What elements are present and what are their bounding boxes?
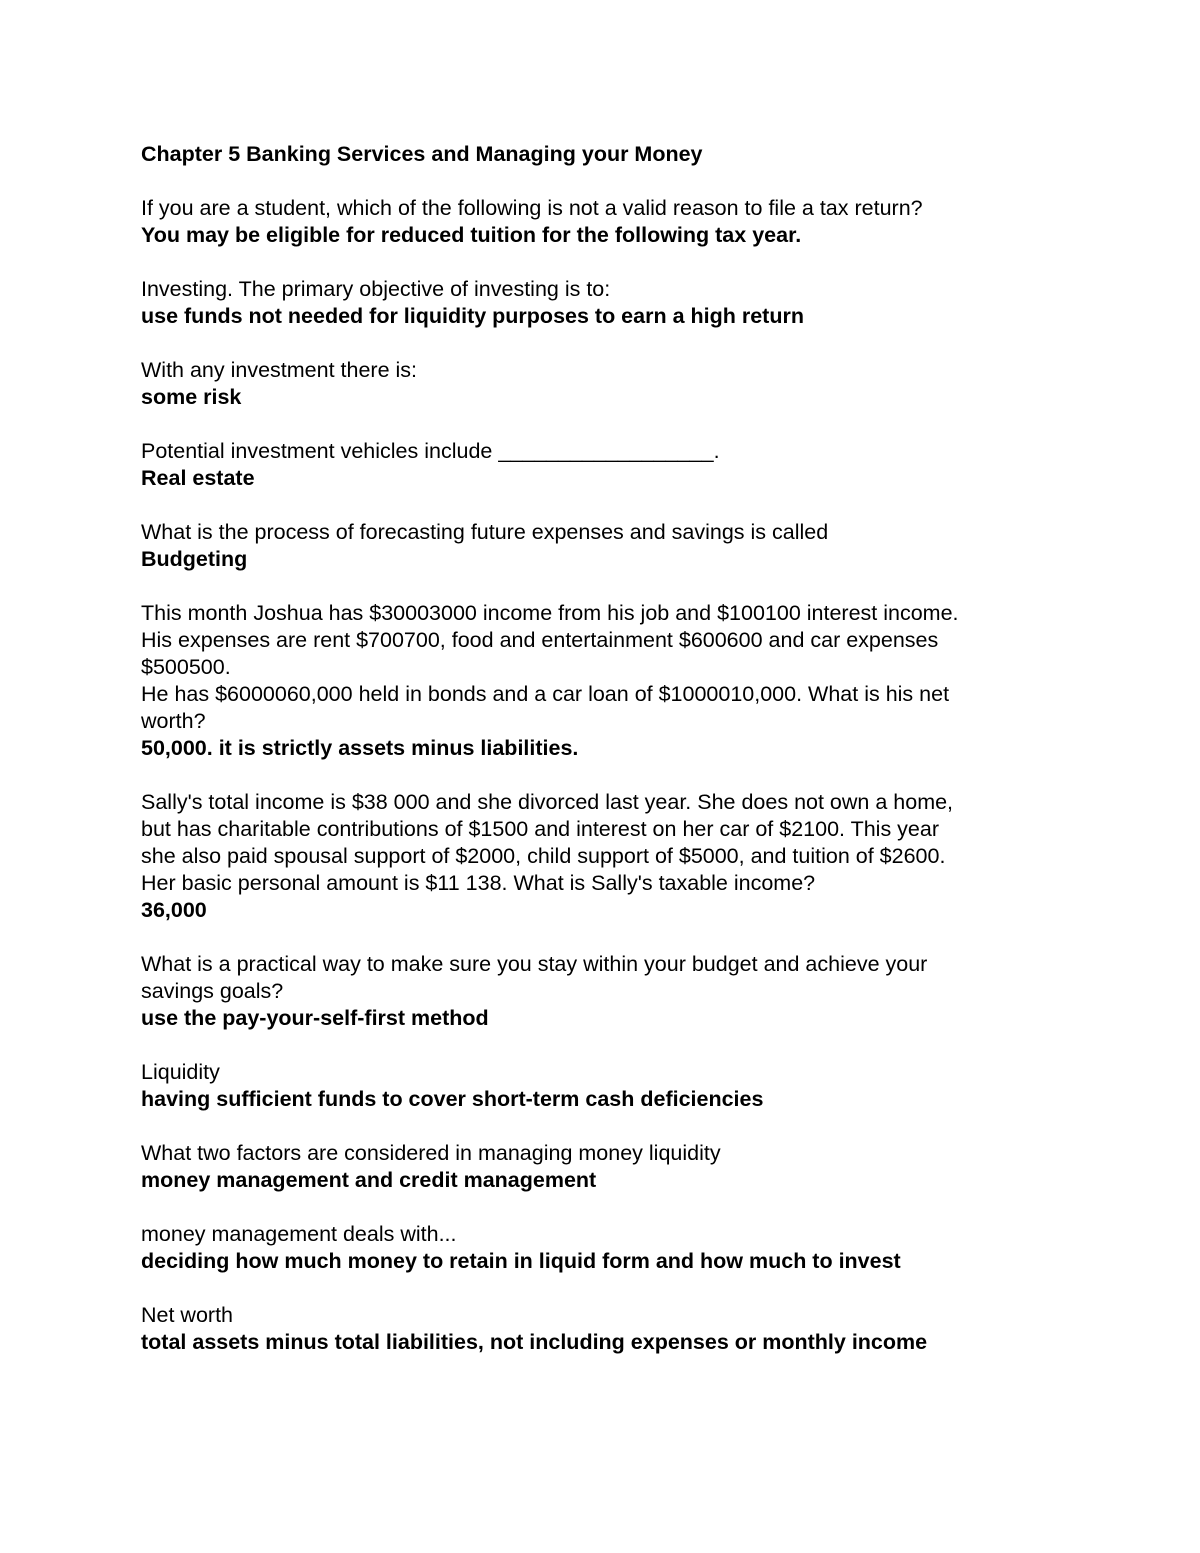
question-line: His expenses are rent $700700, food and entertainment $600600 and car expenses	[141, 628, 939, 652]
question	[141, 1302, 1041, 1329]
question-line: This month Joshua has $30003000 income from his job and $100100 interest income.	[141, 601, 959, 625]
document-content	[141, 141, 1041, 1356]
answer-line: Real estate	[141, 466, 255, 490]
answer	[141, 1005, 1041, 1032]
document-title: Chapter 5 Banking Services and Managing your Money	[141, 142, 703, 166]
qa-item	[141, 438, 1041, 492]
qa-item	[141, 789, 1041, 924]
question-line: Her basic personal amount is $11 138. What is Sally's taxable income?	[141, 871, 816, 895]
answer	[141, 384, 1041, 411]
qa-item	[141, 195, 1041, 249]
answer	[141, 465, 1041, 492]
qa-item	[141, 1059, 1041, 1113]
answer-line: 36,000	[141, 898, 207, 922]
qa-item	[141, 600, 1041, 762]
answer-line: some risk	[141, 385, 242, 409]
answer	[141, 1167, 1041, 1194]
answer	[141, 303, 1041, 330]
question-line: but has charitable contributions of $1500 and interest on her car of $2100. This year	[141, 817, 939, 841]
question-line: What is the process of forecasting future expenses and savings is called	[141, 520, 829, 544]
qa-item	[141, 951, 1041, 1032]
question	[141, 195, 1041, 222]
question	[141, 438, 1041, 465]
answer-line: money management and credit management	[141, 1168, 597, 1192]
qa-item	[141, 276, 1041, 330]
answer-line: total assets minus total liabilities, not including expenses or monthly income	[141, 1330, 928, 1354]
answer	[141, 546, 1041, 573]
answer-line: having sufficient funds to cover short-term cash deficiencies	[141, 1087, 764, 1111]
question-line: she also paid spousal support of $2000, child support of $5000, and tuition of $2600.	[141, 844, 946, 868]
qa-item	[141, 519, 1041, 573]
answer-line: Budgeting	[141, 547, 248, 571]
question	[141, 357, 1041, 384]
question-line: savings goals?	[141, 979, 284, 1003]
answer-line: use the pay-your-self-first method	[141, 1006, 489, 1030]
qa-item	[141, 357, 1041, 411]
question-line: worth?	[141, 709, 206, 733]
answer-line: deciding how much money to retain in liquid form and how much to invest	[141, 1249, 901, 1273]
question	[141, 600, 1041, 735]
qa-item	[141, 1140, 1041, 1194]
question-line: Liquidity	[141, 1060, 220, 1084]
question-line: Potential investment vehicles include __________________.	[141, 439, 720, 463]
question-line: Sally's total income is $38 000 and she divorced last year. She does not own a home,	[141, 790, 954, 814]
answer	[141, 222, 1041, 249]
question	[141, 1140, 1041, 1167]
question-line: Investing. The primary objective of investing is to:	[141, 277, 611, 301]
question	[141, 519, 1041, 546]
question-line: What is a practical way to make sure you stay within your budget and achieve your	[141, 952, 928, 976]
answer-line: use funds not needed for liquidity purposes to earn a high return	[141, 304, 804, 328]
question-line: Net worth	[141, 1303, 234, 1327]
answer	[141, 897, 1041, 924]
qa-list	[141, 195, 1041, 1356]
question-line: With any investment there is:	[141, 358, 418, 382]
question-line: What two factors are considered in managing money liquidity	[141, 1141, 721, 1165]
answer	[141, 1329, 1041, 1356]
qa-item	[141, 1302, 1041, 1356]
answer	[141, 735, 1041, 762]
question	[141, 951, 1041, 1005]
question	[141, 1221, 1041, 1248]
qa-item	[141, 1221, 1041, 1275]
question-line: He has $6000060,000 held in bonds and a car loan of $1000010,000. What is his net	[141, 682, 950, 706]
question-line: If you are a student, which of the following is not a valid reason to file a tax return?	[141, 196, 923, 220]
question-line: money management deals with...	[141, 1222, 457, 1246]
question-line: $500500.	[141, 655, 231, 679]
answer-line: You may be eligible for reduced tuition for the following tax year.	[141, 223, 802, 247]
question	[141, 1059, 1041, 1086]
answer	[141, 1086, 1041, 1113]
answer-line: 50,000. it is strictly assets minus liabilities.	[141, 736, 579, 760]
question	[141, 789, 1041, 897]
answer	[141, 1248, 1041, 1275]
question	[141, 276, 1041, 303]
